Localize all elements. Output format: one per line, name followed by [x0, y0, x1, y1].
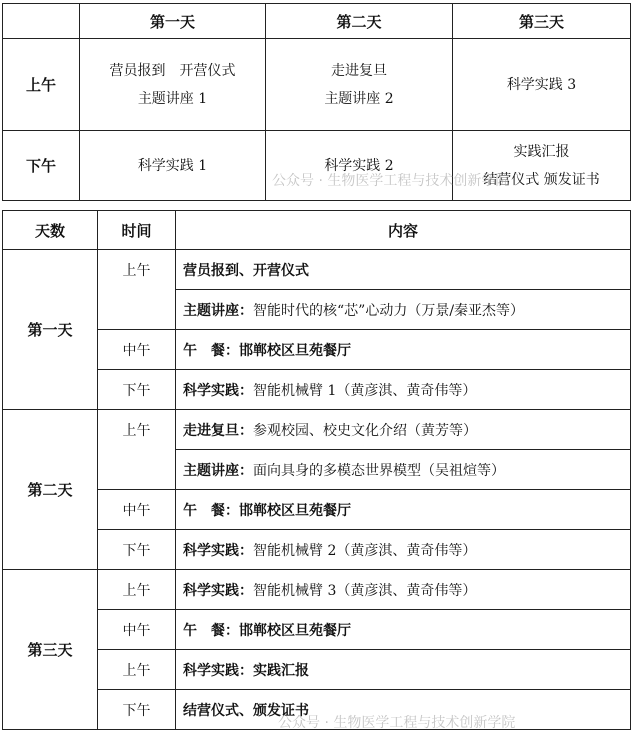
overview-table — [2, 3, 631, 201]
content-bold: 主题讲座： — [183, 302, 253, 319]
schedule-header-time: 时间 — [98, 211, 176, 250]
content-cell — [176, 650, 631, 690]
content-cell — [176, 690, 631, 730]
content-bold: 午 餐：邯郸校区旦苑餐厅 — [183, 622, 351, 639]
time-cell: 下午 — [98, 530, 176, 570]
time-cell: 下午 — [98, 690, 176, 730]
content-text: 智能机械臂 3（黄彦淇、黄奇伟等） — [253, 582, 477, 599]
schedule-header-row — [3, 211, 631, 250]
content-cell — [176, 370, 631, 410]
content-cell — [176, 410, 631, 450]
overview-header-corner — [3, 4, 80, 39]
overview-afternoon-day2 — [266, 131, 453, 201]
time-cell: 下午 — [98, 370, 176, 410]
content-cell — [176, 290, 631, 330]
content-text: 面向具身的多模态世界模型（吴祖煊等） — [253, 462, 505, 479]
overview-header-day1: 第一天 — [80, 4, 266, 39]
content-cell — [176, 330, 631, 370]
overview-header-day3: 第三天 — [453, 4, 631, 39]
watermark-top: 公众号 · 生物医学工程与技术创新学院 — [272, 173, 510, 189]
table-row — [3, 570, 631, 610]
content-cell — [176, 610, 631, 650]
content-bold: 科学实践：实践汇报 — [183, 662, 309, 679]
time-cell: 上午 — [98, 410, 176, 490]
time-cell: 上午 — [98, 250, 176, 330]
overview-afternoon-label: 下午 — [3, 131, 80, 201]
time-cell: 上午 — [98, 570, 176, 610]
content-text: 参观校园、校史文化介绍（黄芳等） — [253, 422, 477, 439]
watermark-bottom: 公众号 · 生物医学工程与技术创新学院 — [278, 715, 516, 731]
time-cell: 中午 — [98, 490, 176, 530]
content-cell — [176, 250, 631, 290]
table-row — [3, 690, 631, 730]
overview-afternoon-day3-line1: 实践汇报 — [513, 143, 570, 160]
day-label-2: 第二天 — [3, 410, 98, 570]
overview-morning-day1-line1: 营员报到 开营仪式 — [109, 62, 236, 79]
content-bold: 科学实践： — [183, 542, 253, 559]
table-row — [3, 610, 631, 650]
content-bold: 营员报到、开营仪式 — [183, 262, 309, 279]
content-text: 智能机械臂 2（黄彦淇、黄奇伟等） — [253, 542, 477, 559]
content-cell — [176, 490, 631, 530]
schedule-header-content: 内容 — [176, 211, 631, 250]
overview-morning-day2-line1: 走进复旦 — [331, 62, 387, 79]
table-row — [3, 250, 631, 290]
overview-morning-day3-line1: 科学实践 3 — [506, 76, 577, 93]
overview-morning-day3 — [453, 39, 631, 131]
overview-morning-day2-line2: 主题讲座 2 — [324, 90, 394, 107]
content-bold: 结营仪式、颁发证书 — [183, 702, 309, 719]
content-bold: 科学实践： — [183, 582, 253, 599]
overview-header-row — [3, 4, 631, 39]
overview-afternoon-day1-line1: 科学实践 1 — [137, 157, 208, 174]
day-label-3: 第三天 — [3, 570, 98, 730]
schedule-header-day: 天数 — [3, 211, 98, 250]
time-cell: 中午 — [98, 330, 176, 370]
content-cell — [176, 450, 631, 490]
table-row — [3, 330, 631, 370]
table-row — [3, 370, 631, 410]
time-cell: 中午 — [98, 610, 176, 650]
schedule-table — [2, 210, 631, 730]
content-bold: 科学实践： — [183, 382, 253, 399]
content-cell — [176, 530, 631, 570]
overview-afternoon-day2-line1: 科学实践 2 — [324, 157, 394, 174]
table-row — [3, 530, 631, 570]
overview-afternoon-day3 — [453, 131, 631, 201]
content-text: 智能时代的核“芯”心动力（万景/秦亚杰等） — [253, 302, 525, 319]
content-bold: 午 餐：邯郸校区旦苑餐厅 — [183, 502, 351, 519]
overview-morning-day1 — [80, 39, 266, 131]
table-row — [3, 650, 631, 690]
overview-header-day2: 第二天 — [266, 4, 453, 39]
content-bold: 主题讲座： — [183, 462, 253, 479]
overview-morning-label: 上午 — [3, 39, 80, 131]
time-cell: 上午 — [98, 650, 176, 690]
content-cell — [176, 570, 631, 610]
table-row — [3, 410, 631, 450]
overview-afternoon-day1 — [80, 131, 266, 201]
day-label-1: 第一天 — [3, 250, 98, 410]
table-row — [3, 490, 631, 530]
overview-afternoon-day3-line2: 结营仪式 颁发证书 — [483, 171, 600, 188]
content-bold: 走进复旦： — [183, 422, 253, 439]
overview-morning-day2 — [266, 39, 453, 131]
overview-morning-row — [3, 39, 631, 131]
content-bold: 午 餐：邯郸校区旦苑餐厅 — [183, 342, 351, 359]
overview-afternoon-row — [3, 131, 631, 201]
overview-morning-day1-line2: 主题讲座 1 — [137, 90, 208, 107]
content-text: 智能机械臂 1（黄彦淇、黄奇伟等） — [253, 382, 477, 399]
